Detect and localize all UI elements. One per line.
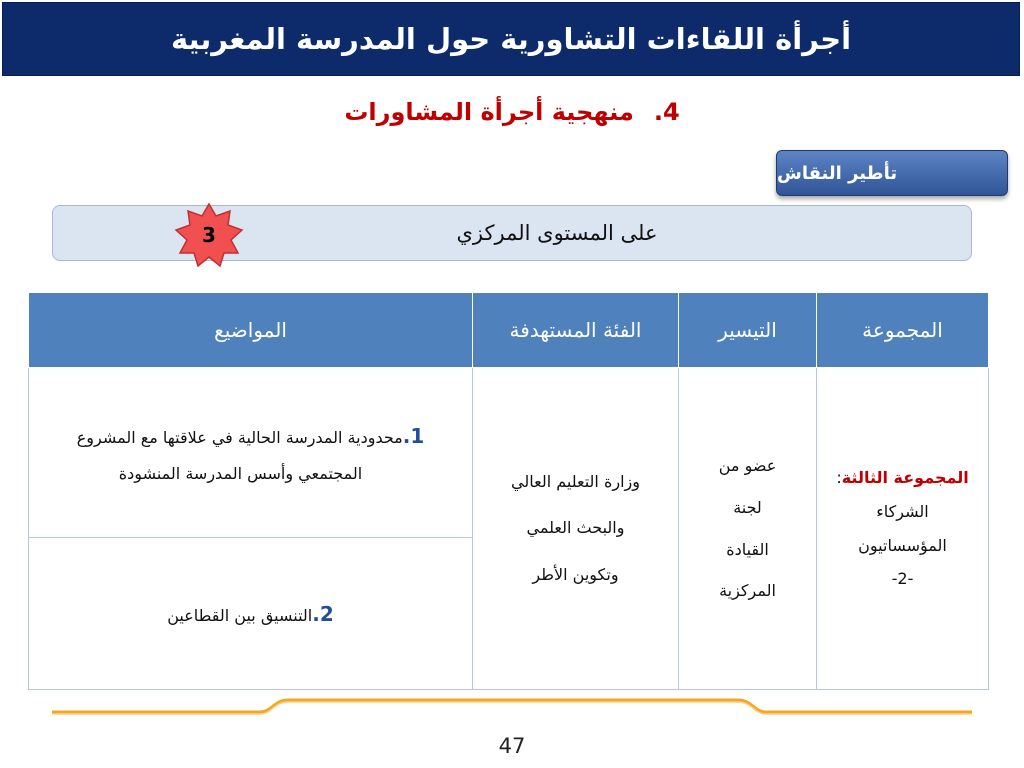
facilitation-line: لجنة — [733, 497, 762, 517]
table-header-row — [29, 293, 989, 368]
topic-number: 1. — [402, 423, 425, 448]
target-line: والبحث العلمي — [526, 518, 625, 538]
group-title — [818, 461, 987, 495]
topic-line — [41, 593, 460, 635]
target-line: وزارة التعليم العالي — [511, 471, 640, 491]
group-line: -2- — [891, 569, 914, 589]
header-facilitation: التيسير — [679, 293, 817, 368]
table-row — [29, 368, 989, 538]
header-topics: المواضيع — [29, 293, 473, 368]
page-title: أجرأة اللقاءات التشاورية حول المدرسة المغربية — [170, 22, 852, 56]
section-title: منهجية أجرأة المشاورات — [344, 98, 634, 126]
header-target: الفئة المستهدفة — [473, 293, 679, 368]
topic-text: محدودية المدرسة الحالية في علاقتها مع المشروع — [76, 427, 403, 447]
topic-text: التنسيق بين القطاعين — [167, 605, 313, 625]
consultation-table — [28, 292, 989, 690]
level-badge-number: 3 — [202, 223, 216, 247]
section-number: 4. — [653, 98, 680, 126]
framing-button[interactable]: تأطير النقاش — [776, 150, 1008, 196]
topic-line: المجتمعي وأسس المدرسة المنشودة — [118, 463, 363, 483]
topic-cell — [29, 368, 473, 538]
facilitation-cell — [679, 368, 817, 690]
header-group: المجموعة — [817, 293, 989, 368]
topic-cell — [29, 538, 473, 690]
topic-line — [41, 415, 460, 457]
page-number: 47 — [498, 734, 526, 758]
group-colon: : — [836, 468, 842, 488]
title-bar — [2, 2, 1020, 76]
footer-divider — [52, 696, 972, 718]
group-label: المجموعة الثالثة — [841, 468, 969, 488]
group-cell — [817, 368, 989, 690]
target-cell — [473, 368, 679, 690]
facilitation-line: عضو من — [718, 456, 777, 476]
topic-number: 2. — [312, 601, 334, 626]
group-line: الشركاء — [876, 501, 929, 521]
section-heading — [0, 98, 1024, 126]
facilitation-line: المركزية — [719, 581, 776, 601]
facilitation-line: القيادة — [726, 539, 769, 559]
level-badge — [174, 202, 244, 268]
level-label: على المستوى المركزي — [456, 221, 658, 245]
group-line: المؤسساتيون — [858, 535, 947, 555]
target-line: وتكوين الأطر — [532, 564, 619, 584]
